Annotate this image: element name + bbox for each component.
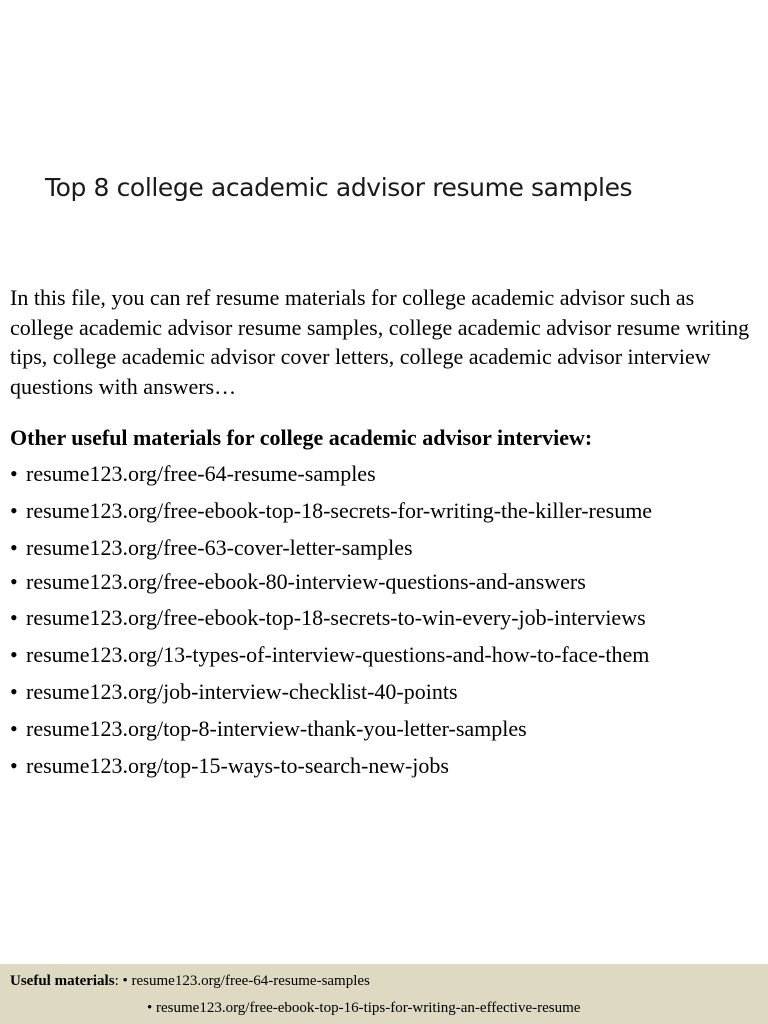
bullet-icon: • <box>10 605 18 630</box>
footer-link[interactable]: resume123.org/free-ebook-top-16-tips-for-writing-an-effective-resume <box>156 1000 581 1016</box>
link-text[interactable]: resume123.org/free-ebook-top-18-secrets-to-win-every-job-interviews <box>26 605 646 630</box>
link-item[interactable] <box>10 603 646 633</box>
bullet-icon: • <box>10 679 18 704</box>
link-item[interactable] <box>10 533 413 563</box>
footer-row <box>147 996 580 1020</box>
link-text[interactable]: resume123.org/job-interview-checklist-40-points <box>26 679 458 704</box>
bullet-icon: • <box>10 716 18 741</box>
bullet-icon: • <box>10 461 18 486</box>
link-text[interactable]: resume123.org/13-types-of-interview-questions-and-how-to-face-them <box>26 642 650 667</box>
intro-paragraph: In this file, you can ref resume materials for college academic advisor such as college academic advisor resume samples, college academic advisor resume writing tips, college academic advisor cover letters, college academic advisor interview questions with answers… <box>10 285 750 399</box>
link-item[interactable] <box>10 459 376 489</box>
bullet-icon: • <box>122 973 128 989</box>
page-title: Top 8 college academic advisor resume samples <box>45 173 633 202</box>
link-text[interactable]: resume123.org/free-63-cover-letter-samples <box>26 535 413 560</box>
bullet-icon: • <box>10 753 18 778</box>
footer-label: Useful materials <box>10 973 115 989</box>
footer-row <box>10 969 370 993</box>
bullet-icon: • <box>147 1000 153 1016</box>
link-text[interactable]: resume123.org/free-64-resume-samples <box>26 461 376 486</box>
materials-heading: Other useful materials for college academic advisor interview: <box>10 425 593 450</box>
link-item[interactable] <box>10 640 649 670</box>
link-text[interactable]: resume123.org/top-8-interview-thank-you-letter-samples <box>26 716 527 741</box>
link-item[interactable] <box>10 567 586 597</box>
footer-separator: : <box>114 973 119 989</box>
footer-link[interactable]: resume123.org/free-64-resume-samples <box>131 973 370 989</box>
link-item[interactable] <box>10 496 652 526</box>
link-item[interactable] <box>10 751 449 781</box>
link-item[interactable] <box>10 714 527 744</box>
bullet-icon: • <box>10 642 18 667</box>
bullet-icon: • <box>10 498 18 523</box>
link-item[interactable] <box>10 677 458 707</box>
bullet-icon: • <box>10 535 18 560</box>
link-text[interactable]: resume123.org/free-ebook-80-interview-questions-and-answers <box>26 569 586 594</box>
bullet-icon: • <box>10 569 18 594</box>
link-text[interactable]: resume123.org/free-ebook-top-18-secrets-for-writing-the-killer-resume <box>26 498 653 523</box>
footer-bar <box>0 964 768 1024</box>
link-text[interactable]: resume123.org/top-15-ways-to-search-new-jobs <box>26 753 449 778</box>
